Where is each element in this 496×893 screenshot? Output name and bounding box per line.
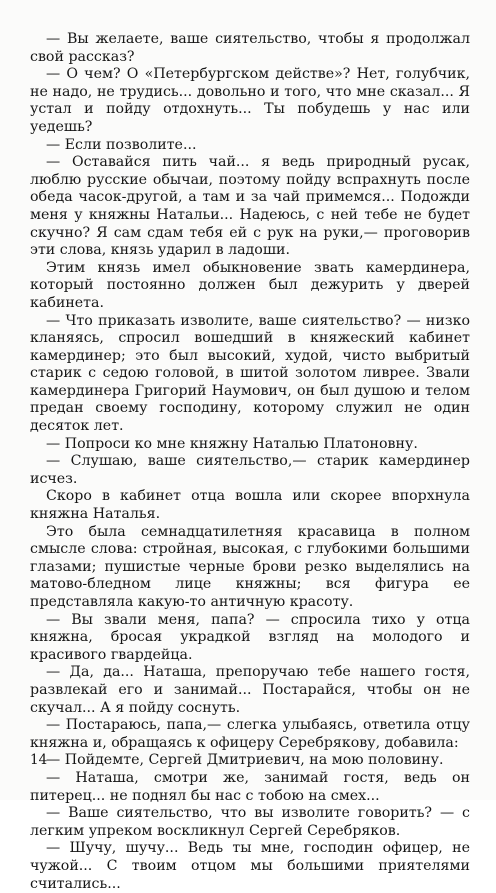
page-number: 14 [30,752,48,768]
paragraph: — Слушаю, ваше сиятельство,— старик камердинер исчез. [30,453,470,487]
paragraph: — Шучу, шучу... Ведь ты мне, господин офицер, не чужой... С твоим отцом мы большими приятелями считались... [30,840,470,892]
body-text [30,31,470,893]
paragraph: — Что приказать изволите, ваше сиятельство? — низко кланяясь, спросил вошедший в княжеский кабинет камердинер; это был высокий, худой, чисто выбритый старик с седою головой, в шитой золотом ливрее. Звали камердинера Григорий Наумович, он был душою и телом предан своему господину, которому служил не один десяток лет. [30,312,470,435]
paragraph: — Наташа, смотри же, занимай гостя, ведь он питерец... не поднял бы нас с тобою на смех... [30,769,470,804]
paragraph: — Оставайся пить чай... я ведь природный русак, люблю русские обычаи, поэтому пойду вспрахнуть после обеда часок-другой, а там и за чай примемся... Подожди меня у княжны Натальи... Надеюсь, с ней тебе не будет скучно? Я сам сдам тебя ей с рук на руки,— проговорив эти слова, князь ударил в ладоши. [30,154,470,259]
paragraph: — Вы звали меня, папа? — спросила тихо у отца княжна, бросая украдкой взгляд на молодого и красивого гвардейца. [30,611,470,663]
paragraph: — Попроси ко мне княжну Наталью Платоновну. [46,435,418,452]
paragraph: Это была семнадцатилетняя красавица в полном смысле слова: стройная, высокая, с глубокими большими глазами; пушистые черные брови резко выделялись на матово-бледном лице княжны; вся фигура ее представляла какую-то античную красоту. [30,523,470,610]
paragraph: — Если позволите... [46,136,197,153]
paragraph: Этим князь имел обыкновение звать камердинера, который постоянно должен был дежурить у дверей кабинета. [30,259,470,311]
paragraph: Скоро в кабинет отца вошла или скорее впорхнула княжна Наталья. [30,488,470,523]
paragraph: — Постараюсь, папа,— слегка улыбаясь, ответила отцу княжна и, обращаясь к офицеру Серебрякову, добавила: [30,717,470,751]
paragraph: — Ваше сиятельство, что вы изволите говорить? — с легким упреком воскликнул Сергей Серебряков. [30,805,470,839]
paragraph: — Вы желаете, ваше сиятельство, чтобы я продолжал свой рассказ? [30,31,470,65]
paragraph: — Пойдемте, Сергей Дмитриевич, на мою половину. [46,752,444,769]
paragraph: — Да, да... Наташа, препоручаю тебе нашего гостя, развлекай его и занимай... Постарайся, чтобы он не скучал... А я пойду соснуть. [30,664,470,716]
paragraph: — О чем? О «Петербургском действе»? Нет, голубчик, не надо, не трудись... довольно и того, что мне сказал... Я устал и пойду отдохнуть... Ты побудешь у нас или уедешь? [30,66,470,135]
